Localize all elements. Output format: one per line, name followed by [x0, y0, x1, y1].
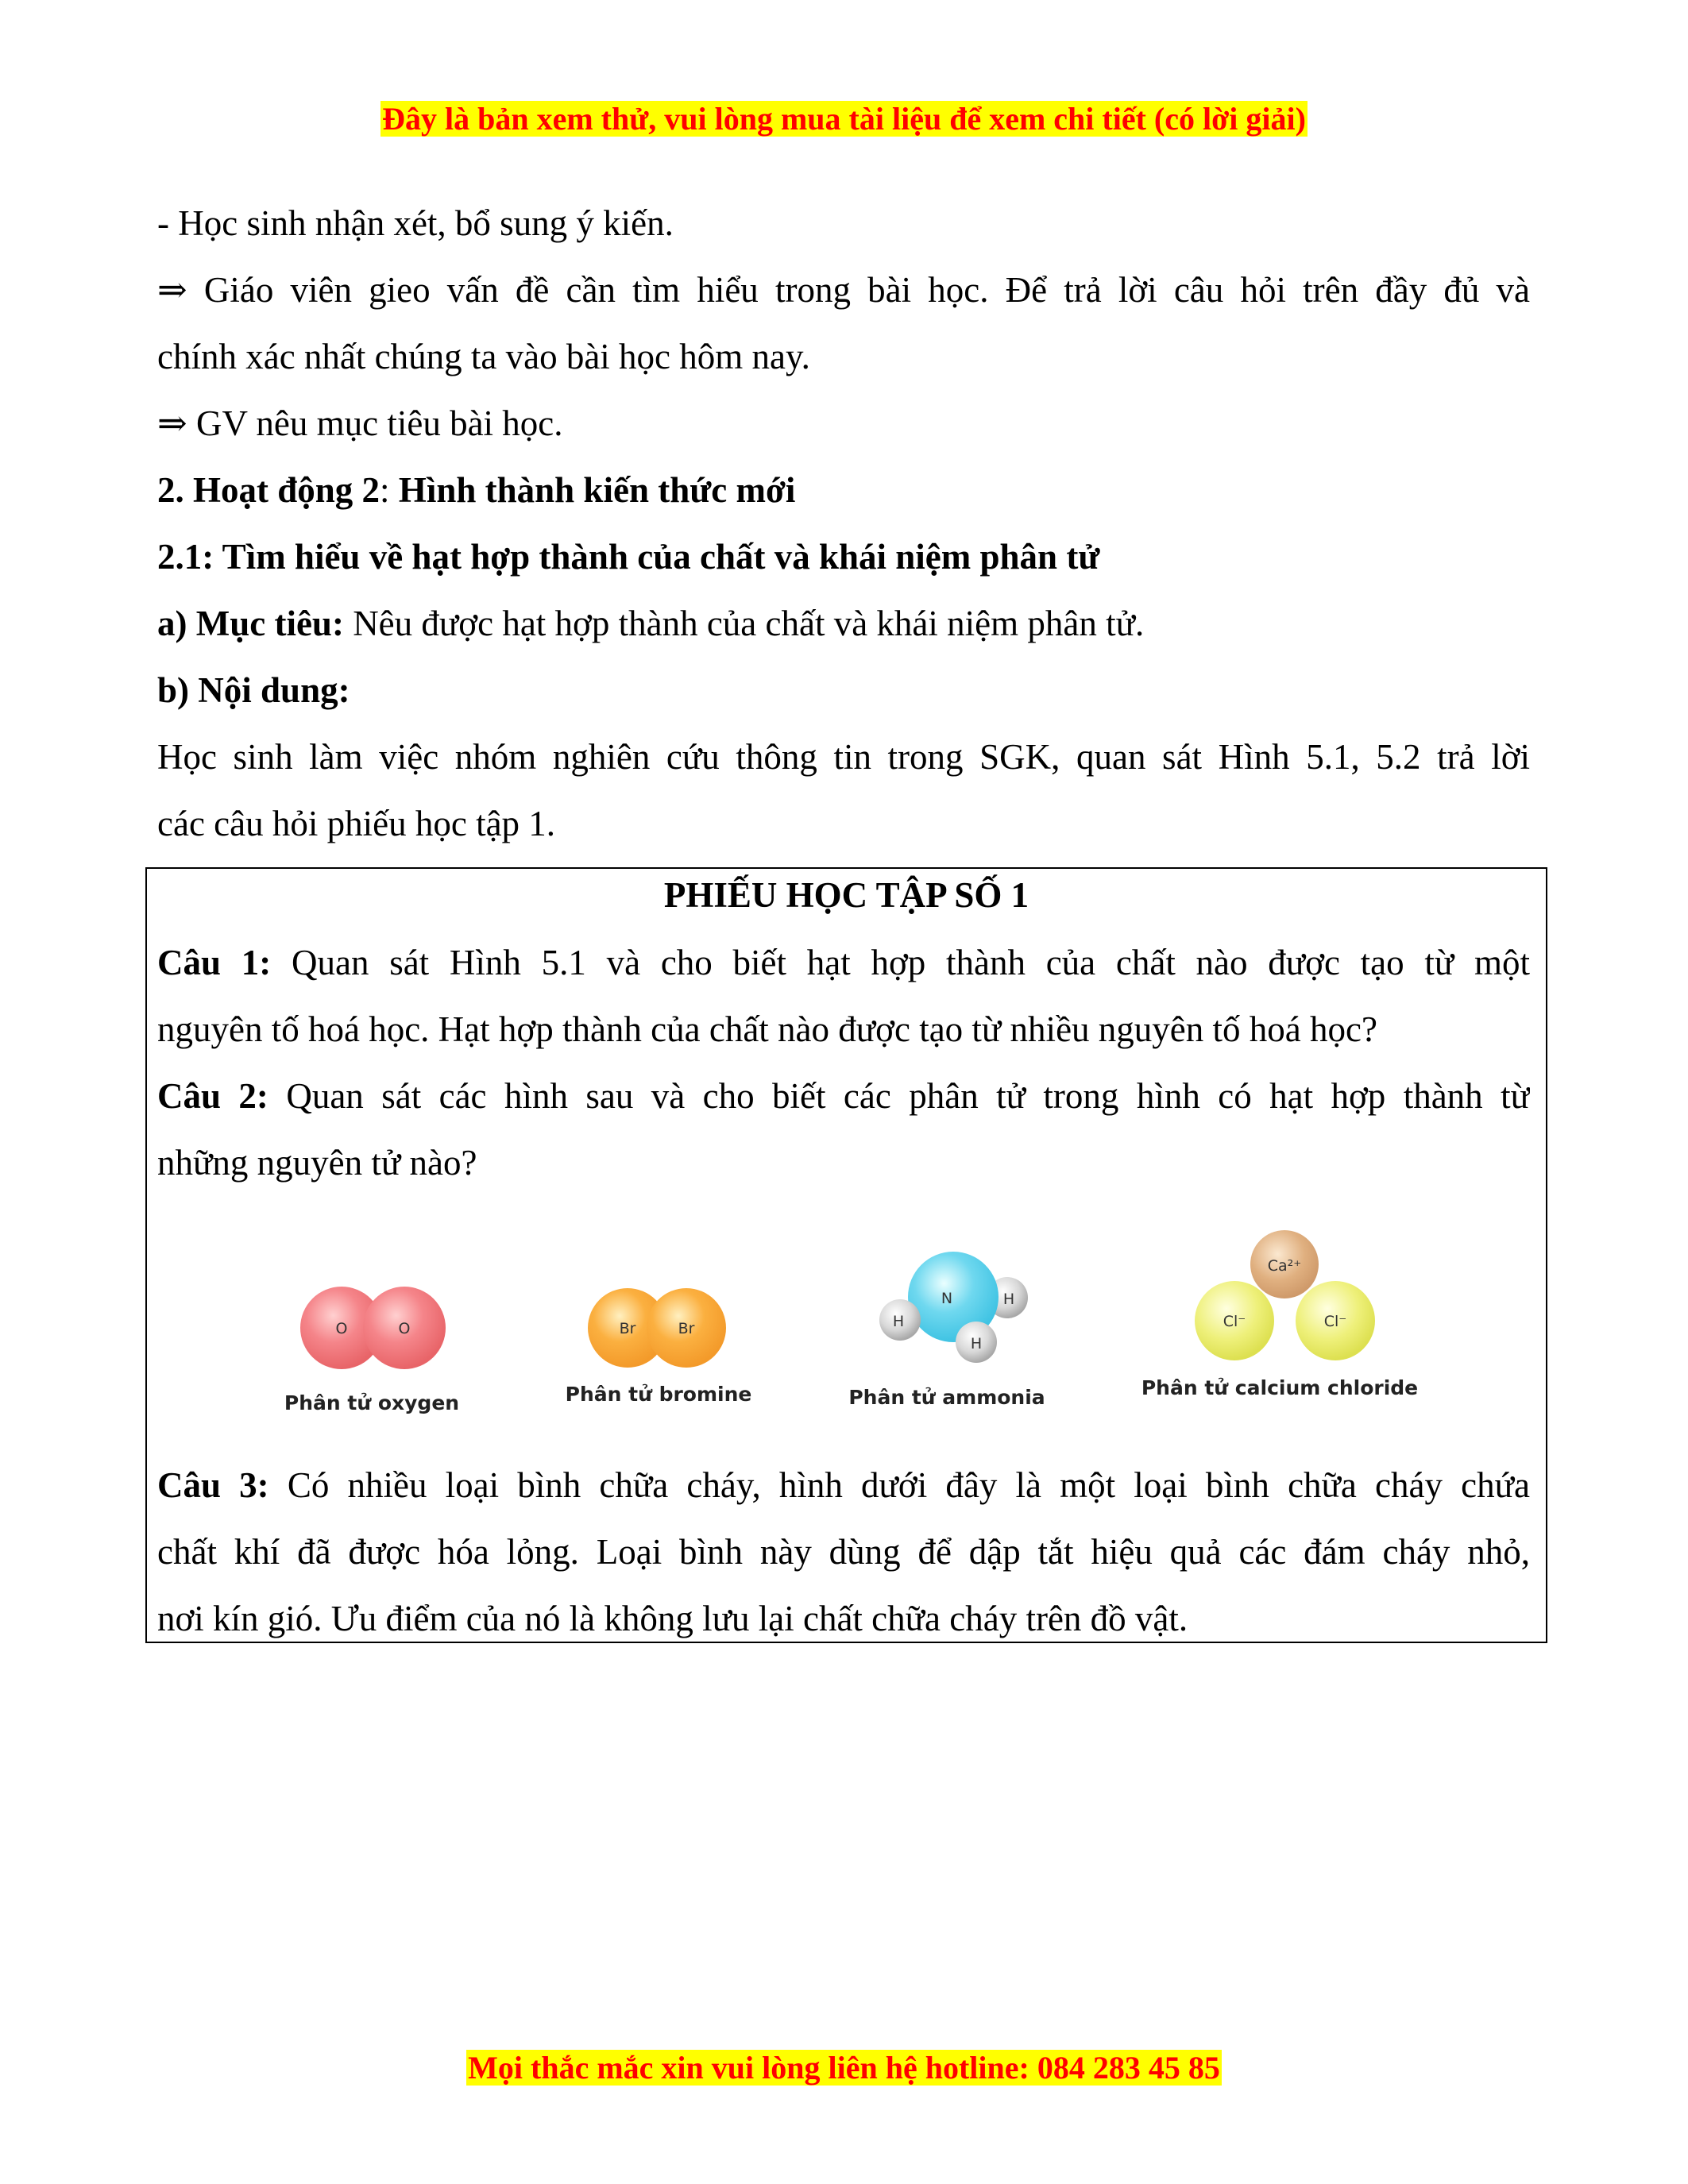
molecule-label: Phân tử calcium chloride	[1141, 1376, 1419, 1399]
question-text: Có nhiều loại bình chữa cháy, hình dưới đây là một loại bình chữa cháy chứa	[268, 1465, 1530, 1505]
question-2-line: những nguyên tử nào?	[157, 1143, 477, 1183]
section-heading-2-1: 2.1: Tìm hiểu về hạt hợp thành của chất và khái niệm phân tử	[157, 537, 1100, 577]
atom-label: Cl⁻	[1223, 1313, 1246, 1330]
molecule-label: Phân tử ammonia	[848, 1386, 1045, 1409]
question-text: Quan sát Hình 5.1 và cho biết hạt hợp thành của chất nào được tạo từ một	[271, 943, 1530, 982]
atom-label: Br	[678, 1320, 695, 1337]
atom-label: Cl⁻	[1323, 1313, 1347, 1330]
atom-label: Br	[619, 1320, 636, 1337]
objective-label: a) Mục tiêu:	[157, 604, 344, 643]
oxygen-molecule	[284, 1287, 459, 1414]
atom-label: H	[892, 1313, 905, 1330]
body-line: các câu hỏi phiếu học tập 1.	[157, 804, 556, 843]
atom-label: Ca²⁺	[1267, 1257, 1302, 1275]
bromine-molecule	[566, 1288, 752, 1406]
atom-label: O	[335, 1320, 348, 1337]
body-line: ⇒ GV nêu mục tiêu bài học.	[157, 403, 563, 443]
body-line: chính xác nhất chúng ta vào bài học hôm nay.	[157, 337, 810, 376]
heading-sep: :	[380, 470, 399, 510]
content-label: b) Nội dung:	[157, 670, 350, 710]
atom-label: O	[398, 1320, 411, 1337]
question-label: Câu 1:	[157, 943, 272, 982]
question-1-line: nguyên tố hoá học. Hạt hợp thành của chất nào được tạo từ nhiều nguyên tố hoá học?	[157, 1009, 1377, 1049]
body-line: Học sinh làm việc nhóm nghiên cứu thông tin trong SGK, quan sát Hình 5.1, 5.2 trả lời	[157, 737, 1530, 777]
atom-label: H	[1002, 1291, 1015, 1308]
question-3-line	[157, 1452, 1530, 1518]
molecule-label: Phân tử oxygen	[284, 1391, 460, 1414]
hotline-banner	[0, 2049, 1688, 2087]
heading-title: Hình thành kiến thức mới	[398, 470, 796, 510]
ammonia-molecule	[848, 1252, 1045, 1409]
atom-label: H	[970, 1335, 983, 1352]
question-label: Câu 3:	[157, 1465, 269, 1505]
question-3-line: nơi kín gió. Ưu điểm của nó là không lưu lại chất chữa cháy trên đồ vật.	[157, 1599, 1188, 1638]
question-label: Câu 2:	[157, 1076, 268, 1116]
molecule-label: Phân tử bromine	[565, 1383, 752, 1406]
atom-label: N	[941, 1290, 953, 1307]
preview-notice-text: Đây là bản xem thử, vui lòng mua tài liệu để xem chi tiết (có lời giải)	[382, 101, 1306, 137]
heading-number: 2. Hoạt động 2	[157, 470, 380, 510]
worksheet-title: PHIẾU HỌC TẬP SỐ 1	[663, 875, 1029, 915]
calcium-chloride-molecule	[1141, 1230, 1418, 1399]
objective-text: Nêu được hạt hợp thành của chất và khái niệm phân tử.	[343, 604, 1145, 643]
question-text: Quan sát các hình sau và cho biết các phân tử trong hình có hạt hợp thành từ	[268, 1076, 1530, 1116]
body-line: ⇒ Giáo viên gieo vấn đề cần tìm hiểu trong bài học. Để trả lời câu hỏi trên đầy đủ và	[157, 270, 1530, 310]
question-3-line: chất khí đã được hóa lỏng. Loại bình này dùng để dập tắt hiệu quả các đám cháy nhỏ,	[157, 1532, 1530, 1572]
hotline-text: Mọi thắc mắc xin vui lòng liên hệ hotline: 084 283 45 85	[468, 2050, 1220, 2086]
body-line: - Học sinh nhận xét, bổ sung ý kiến.	[157, 203, 674, 243]
